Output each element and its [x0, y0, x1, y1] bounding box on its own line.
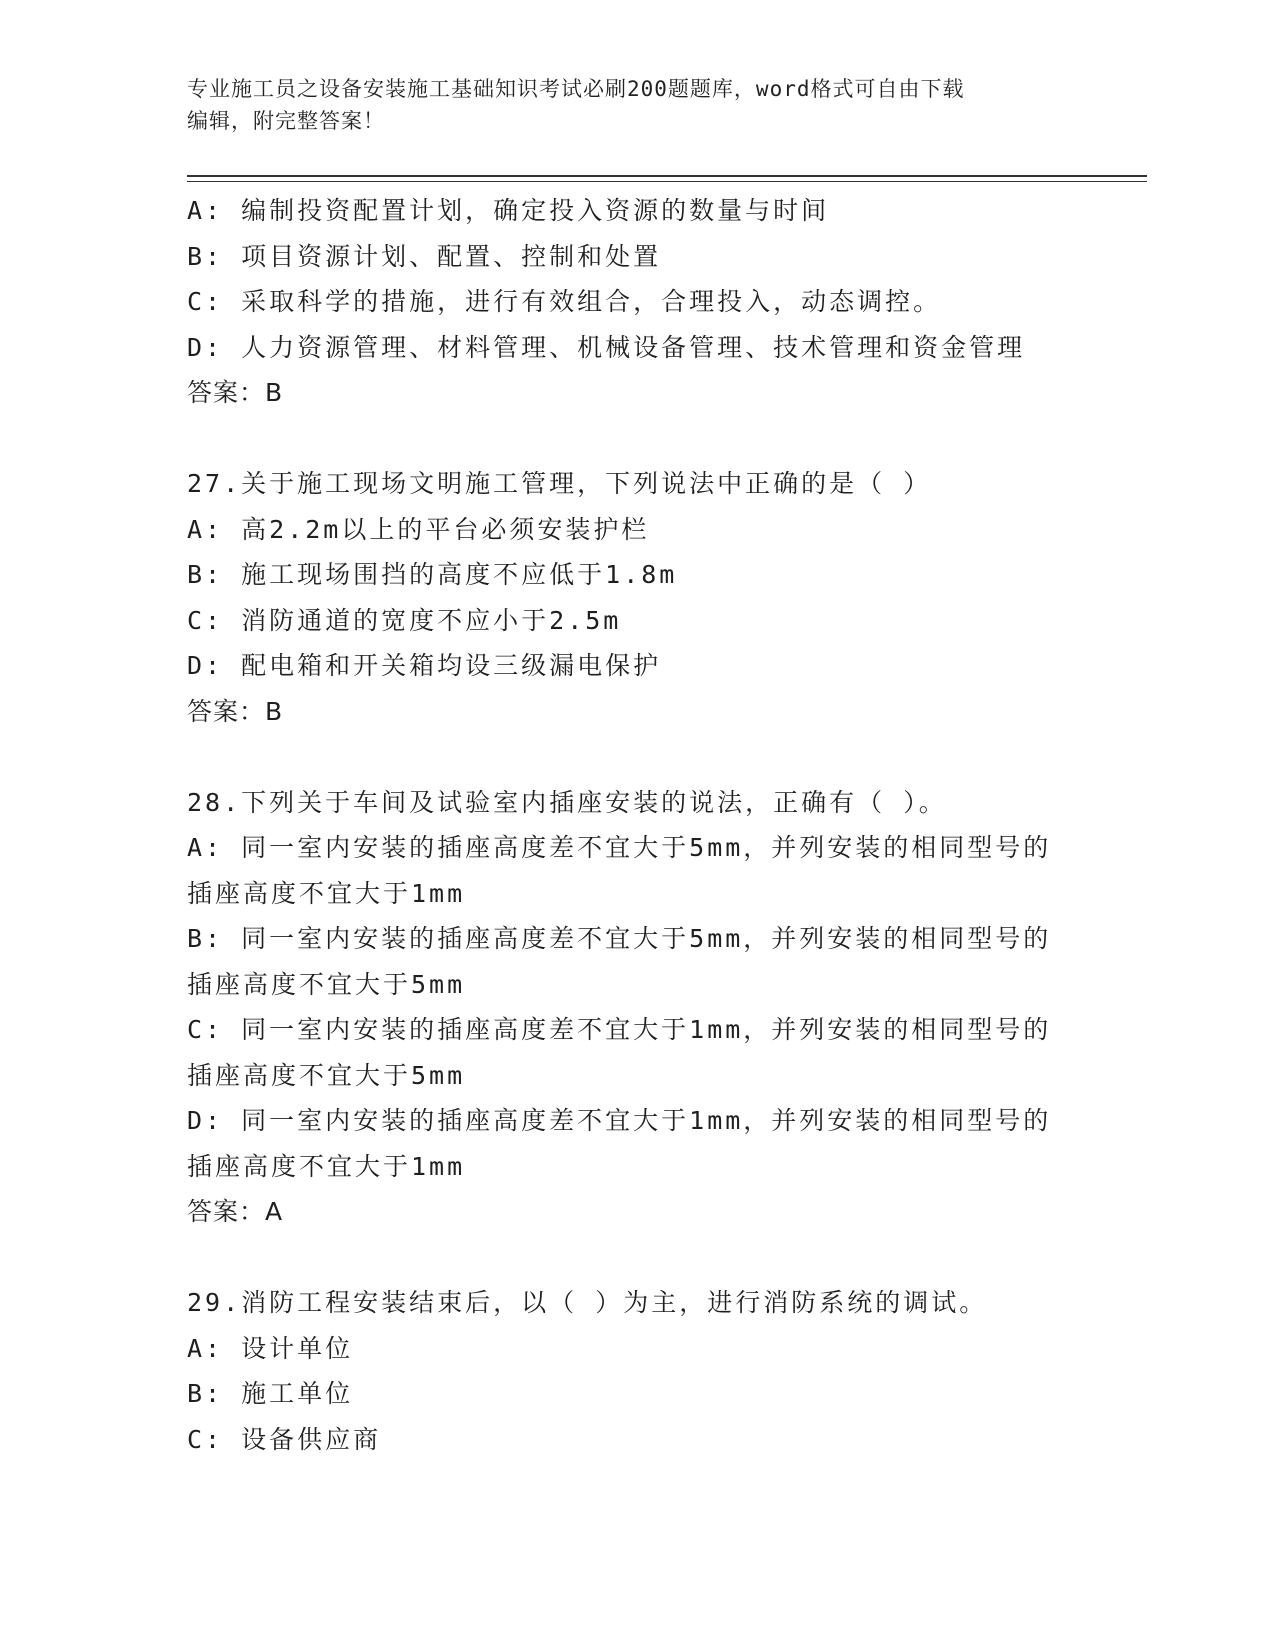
option-c: C: 消防通道的宽度不应小于2.5m — [187, 605, 622, 635]
option-a: A: 高2.2m以上的平台必须安装护栏 — [187, 514, 650, 544]
option-d: D: 同一室内安装的插座高度差不宜大于1mm，并列安装的相同型号的 — [187, 1106, 1052, 1135]
option-b: B: 施工现场围挡的高度不应低于1.8m — [187, 560, 678, 589]
header-line-1: 专业施工员之设备安装施工基础知识考试必刷200题题库，word格式可自由下载 — [187, 77, 965, 101]
option-b: B: 项目资源计划、配置、控制和处置 — [187, 241, 662, 271]
spacer — [187, 734, 1087, 780]
header-line-2: 编辑，附完整答案！ — [187, 109, 385, 133]
spacer — [187, 416, 1087, 462]
option-b: B: 施工单位 — [187, 1379, 354, 1408]
option-a-continued: 插座高度不宜大于1mm — [187, 878, 466, 908]
option-c: C: 采取科学的措施，进行有效组合，合理投入，动态调控。 — [187, 287, 942, 316]
option-a: A: 设计单位 — [187, 1333, 354, 1363]
question-stem: 28.下列关于车间及试验室内插座安装的说法，正确有（ ）。 — [187, 787, 947, 817]
question-27 — [187, 461, 1087, 734]
option-b-continued: 插座高度不宜大于5mm — [187, 969, 466, 999]
answer-line: 答案：A — [187, 1197, 284, 1226]
question-28 — [187, 780, 1087, 1235]
option-a: A: 同一室内安装的插座高度差不宜大于5mm，并列安装的相同型号的 — [187, 833, 1052, 862]
answer-line: 答案：B — [187, 696, 284, 726]
answer-line: 答案：B — [187, 378, 284, 407]
option-c-continued: 插座高度不宜大于5mm — [187, 1060, 466, 1090]
option-c: C: 设备供应商 — [187, 1424, 382, 1454]
prev-question-block — [187, 188, 1087, 416]
option-c: C: 同一室内安装的插座高度差不宜大于1mm，并列安装的相同型号的 — [187, 1015, 1052, 1044]
header-rule-thick — [187, 175, 1147, 177]
question-stem: 27.关于施工现场文明施工管理，下列说法中正确的是（ ） — [187, 469, 932, 498]
spacer — [187, 1235, 1087, 1281]
option-d: D: 配电箱和开关箱均设三级漏电保护 — [187, 651, 662, 680]
option-a: A: 编制投资配置计划，确定投入资源的数量与时间 — [187, 196, 830, 225]
question-29 — [187, 1280, 1087, 1462]
option-b: B: 同一室内安装的插座高度差不宜大于5mm，并列安装的相同型号的 — [187, 924, 1052, 953]
header-rule-thin — [187, 181, 1147, 182]
option-d: D: 人力资源管理、材料管理、机械设备管理、技术管理和资金管理 — [187, 332, 1026, 362]
document-header — [187, 73, 1067, 137]
question-stem: 29.消防工程安装结束后，以（ ）为主，进行消防系统的调试。 — [187, 1288, 988, 1317]
option-d-continued: 插座高度不宜大于1mm — [187, 1151, 466, 1181]
question-content — [187, 188, 1087, 1462]
